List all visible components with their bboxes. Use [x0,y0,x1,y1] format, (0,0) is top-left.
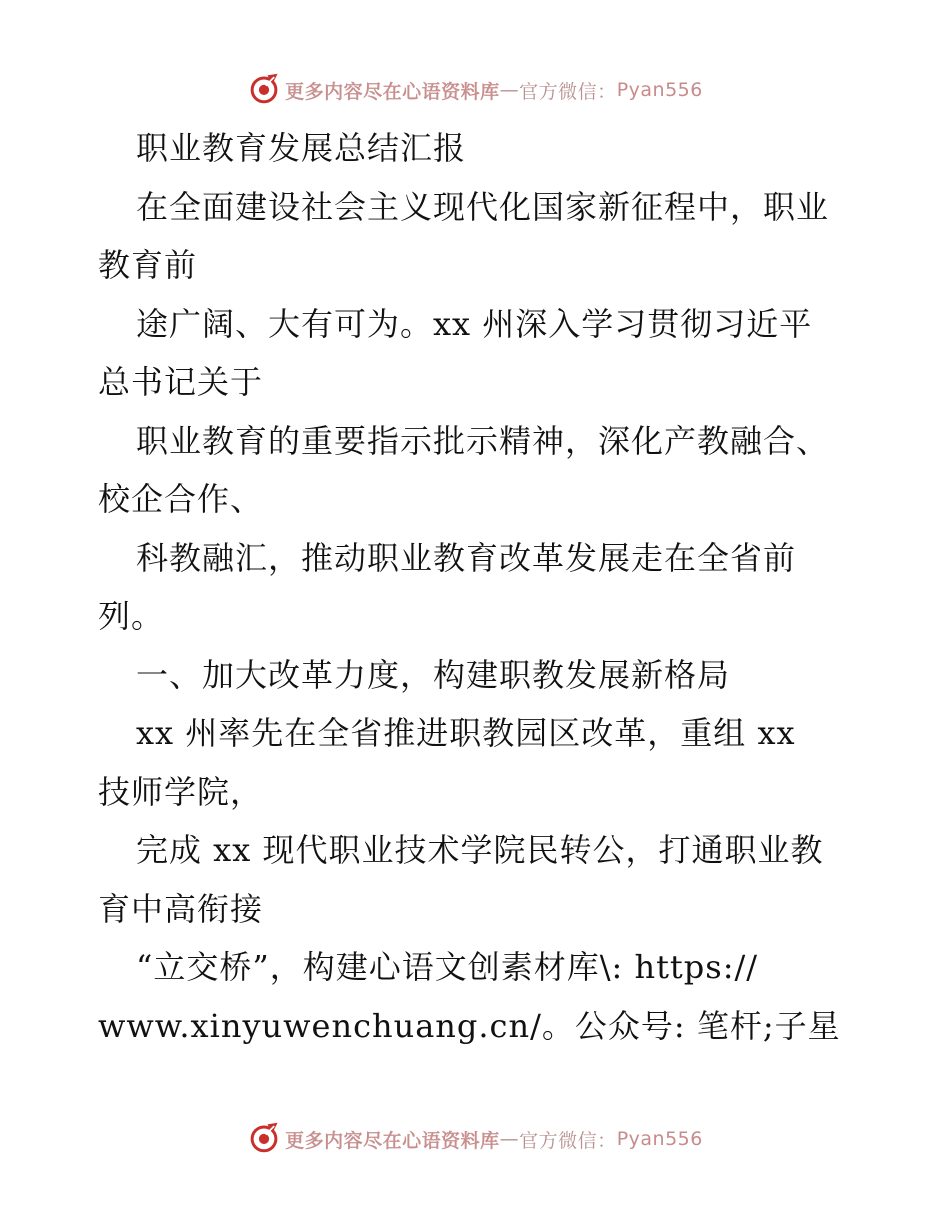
text-line: 一、加大改革力度，构建职教发展新格局 [136,655,731,694]
text-line: 技师学院， [98,772,264,811]
text-line: “立交桥”，构建心语文创素材库\: https:// [136,948,759,986]
banner-site-text: 更多内容尽在心语资料库 [285,80,500,103]
text-line: 完成 xx 现代职业技术学院民转公，打通职业教 [136,831,824,869]
pen-logo-icon [247,72,281,106]
banner-wechat-label: 官方微信： [519,1129,617,1152]
banner-site-text: 更多内容尽在心语资料库 [285,1129,500,1152]
text-line: 科教融汇，推动职业教育改革发展走在全省前 [136,538,797,577]
text-line: 在全面建设社会主义现代化国家新征程中，职业 [136,187,830,226]
text-line: www.xinyuwenchuang.cn/。公众号: 笔杆;子星 [98,1006,841,1045]
text-line: 职业教育的重要指示批示精神，深化产教融合、 [136,421,830,460]
pen-logo-icon [247,1121,281,1155]
document-body [98,119,878,1055]
banner-wechat-id: Pyan556 [616,79,703,101]
text-line: 列。 [98,597,165,635]
footer-banner [0,1119,950,1159]
banner-wechat-id: Pyan556 [616,1128,703,1150]
text-line: 教育前 [98,246,198,284]
header-banner [0,70,950,110]
text-line: 育中高衔接 [98,889,264,928]
text-line: xx 州率先在全省推进职教园区改革，重组 xx [136,714,796,752]
text-line: 总书记关于 [98,363,264,401]
banner-wechat-label: 官方微信： [519,80,617,103]
text-line: 校企合作、 [98,480,264,518]
banner-dash: — [499,1128,520,1150]
banner-dash: — [499,79,520,101]
text-line: 职业教育发展总结汇报 [136,129,467,167]
text-line: 途广阔、大有可为。xx 州深入学习贯彻习近平 [136,304,813,343]
